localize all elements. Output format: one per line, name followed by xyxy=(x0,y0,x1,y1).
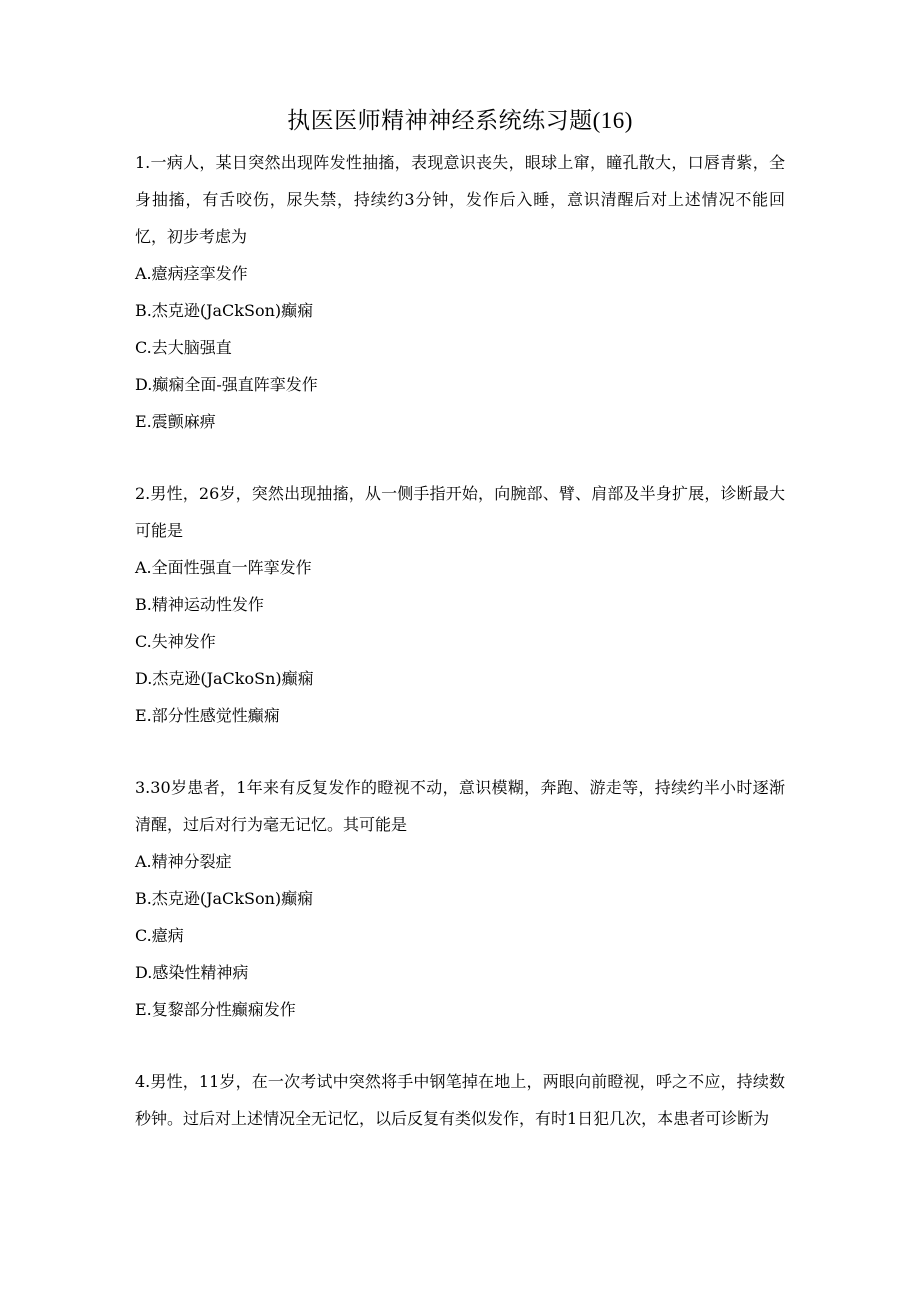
option-e: E.复黎部分性癫痫发作 xyxy=(135,1000,296,1019)
question-1 xyxy=(135,144,785,440)
option-d: D.感染性精神病 xyxy=(135,963,249,982)
option-a: A.精神分裂症 xyxy=(135,852,232,871)
option-b: B.精神运动性发作 xyxy=(135,595,264,614)
option-c: C.癔病 xyxy=(135,926,184,945)
question-spacer xyxy=(135,1028,785,1063)
question-stem: 4.男性，11岁，在一次考试中突然将手中钢笔掉在地上，两眼向前瞪视，呼之不应，持续数秒钟。过后对上述情况全无记忆，以后反复有类似发作，有时1日犯几次，本患者可诊断为 xyxy=(135,1072,785,1128)
question-spacer xyxy=(135,734,785,769)
question-3 xyxy=(135,769,785,1028)
question-list xyxy=(135,144,785,1137)
option-d: D.杰克逊(JaCkoSn)癫痫 xyxy=(135,669,314,688)
option-a: A.全面性强直一阵挛发作 xyxy=(135,558,312,577)
option-e: E.震颤麻痹 xyxy=(135,412,216,431)
question-stem: 2.男性，26岁，突然出现抽搐，从一侧手指开始，向腕部、臂、肩部及半身扩展，诊断最大可能是 xyxy=(135,484,785,540)
question-stem: 3.30岁患者，1年来有反复发作的瞪视不动，意识模糊，奔跑、游走等，持续约半小时逐渐清醒，过后对行为毫无记忆。其可能是 xyxy=(135,778,785,834)
question-4 xyxy=(135,1063,785,1137)
option-a: A.癔病痉挛发作 xyxy=(135,264,248,283)
option-c: C.去大脑强直 xyxy=(135,338,232,357)
document-title: 执医医师精神神经系统练习题(16) xyxy=(287,108,633,133)
option-c: C.失神发作 xyxy=(135,632,216,651)
question-stem: 1.一病人，某日突然出现阵发性抽搐，表现意识丧失，眼球上窜，瞳孔散大，口唇青紫，全身抽搐，有舌咬伤，尿失禁，持续约3分钟，发作后入睡，意识清醒后对上述情况不能回忆，初步考虑为 xyxy=(135,153,785,246)
question-spacer xyxy=(135,440,785,475)
question-2 xyxy=(135,475,785,734)
option-b: B.杰克逊(JaCkSon)癫痫 xyxy=(135,301,314,320)
option-e: E.部分性感觉性癫痫 xyxy=(135,706,280,725)
option-d: D.癫痫全面-强直阵挛发作 xyxy=(135,375,318,394)
option-b: B.杰克逊(JaCkSon)癫痫 xyxy=(135,889,314,908)
